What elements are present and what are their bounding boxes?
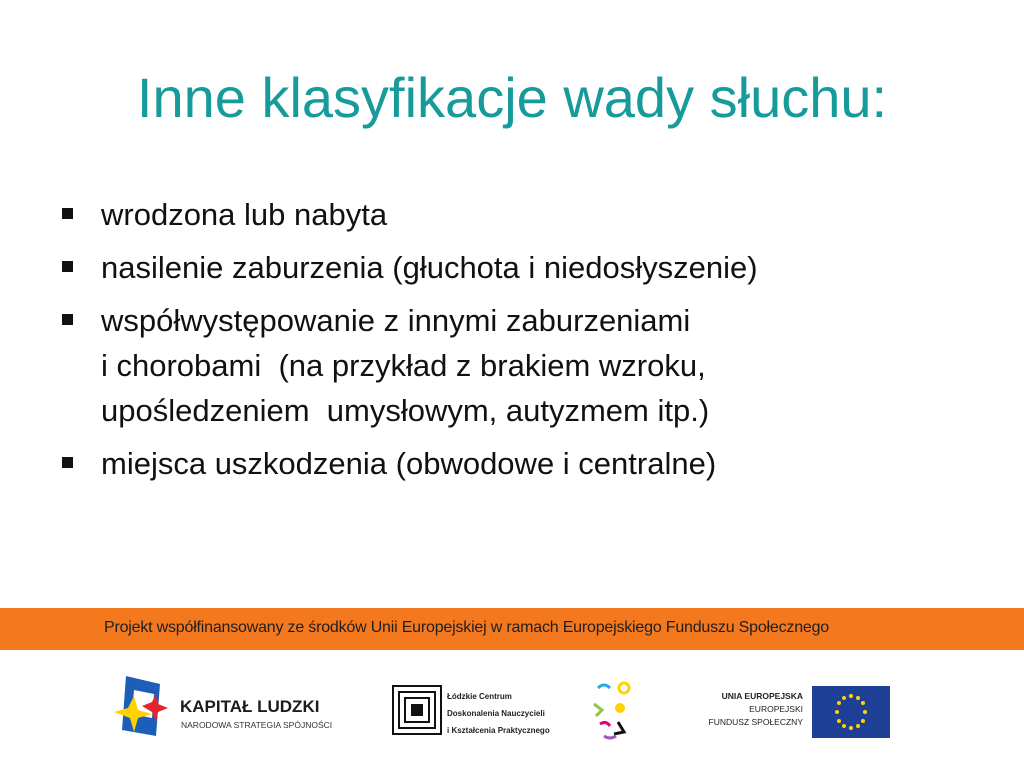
- eu-line: EUROPEJSKI: [749, 704, 803, 714]
- bullet-item: [62, 245, 982, 290]
- bullet-item: [62, 441, 982, 486]
- eu-line: UNIA EUROPEJSKA: [721, 691, 803, 701]
- bullet-line: upośledzeniem umysłowym, autyzmem itp.): [101, 393, 710, 428]
- bullet-square-icon: [62, 314, 73, 325]
- ldc-line: i Kształcenia Praktycznego: [447, 726, 550, 735]
- ldc-line: Doskonalenia Nauczycieli: [447, 709, 545, 718]
- bullet-square-icon: [62, 457, 73, 468]
- bullet-item: [62, 192, 982, 237]
- bullet-item: [62, 298, 982, 433]
- eu-flag-icon: [812, 686, 890, 738]
- kapital-ludzki-star-icon: [112, 672, 170, 744]
- bullet-square-icon: [62, 261, 73, 272]
- logo-strip: [0, 650, 1024, 768]
- bullet-text: [101, 298, 709, 433]
- ldc-line: Łódzkie Centrum: [447, 692, 512, 701]
- bullet-text: [101, 245, 758, 290]
- kapital-ludzki-subtitle: NARODOWA STRATEGIA SPÓJNOŚCI: [181, 720, 333, 730]
- colorful-figure-icon: [590, 680, 636, 746]
- bullet-line: nasilenie zaburzenia (głuchota i niedosłyszenie): [101, 250, 758, 285]
- eu-text: [688, 690, 803, 729]
- bullet-line: miejsca uszkodzenia (obwodowe i centralne): [101, 446, 717, 481]
- funding-text: Projekt współfinansowany ze środków Unii Europejskiej w ramach Europejskiego Funduszu Społecznego: [104, 619, 829, 636]
- bullet-line: i chorobami (na przykład z brakiem wzroku,: [101, 348, 706, 383]
- bullet-line: wrodzona lub nabyta: [101, 197, 388, 232]
- ldc-text: [447, 688, 550, 739]
- bullet-line: współwystępowanie z innymi zaburzeniami: [101, 303, 691, 338]
- slide-title: Inne klasyfikacje wady słuchu:: [136, 66, 888, 129]
- bullet-square-icon: [62, 208, 73, 219]
- funding-band: [0, 608, 1024, 650]
- bullet-text: [101, 192, 387, 237]
- kapital-ludzki-title: KAPITAŁ LUDZKI: [180, 697, 320, 716]
- bullet-text: [101, 441, 716, 486]
- bullet-list: [62, 192, 982, 494]
- eu-line: FUNDUSZ SPOŁECZNY: [708, 717, 803, 727]
- ldc-square-icon: [392, 685, 442, 735]
